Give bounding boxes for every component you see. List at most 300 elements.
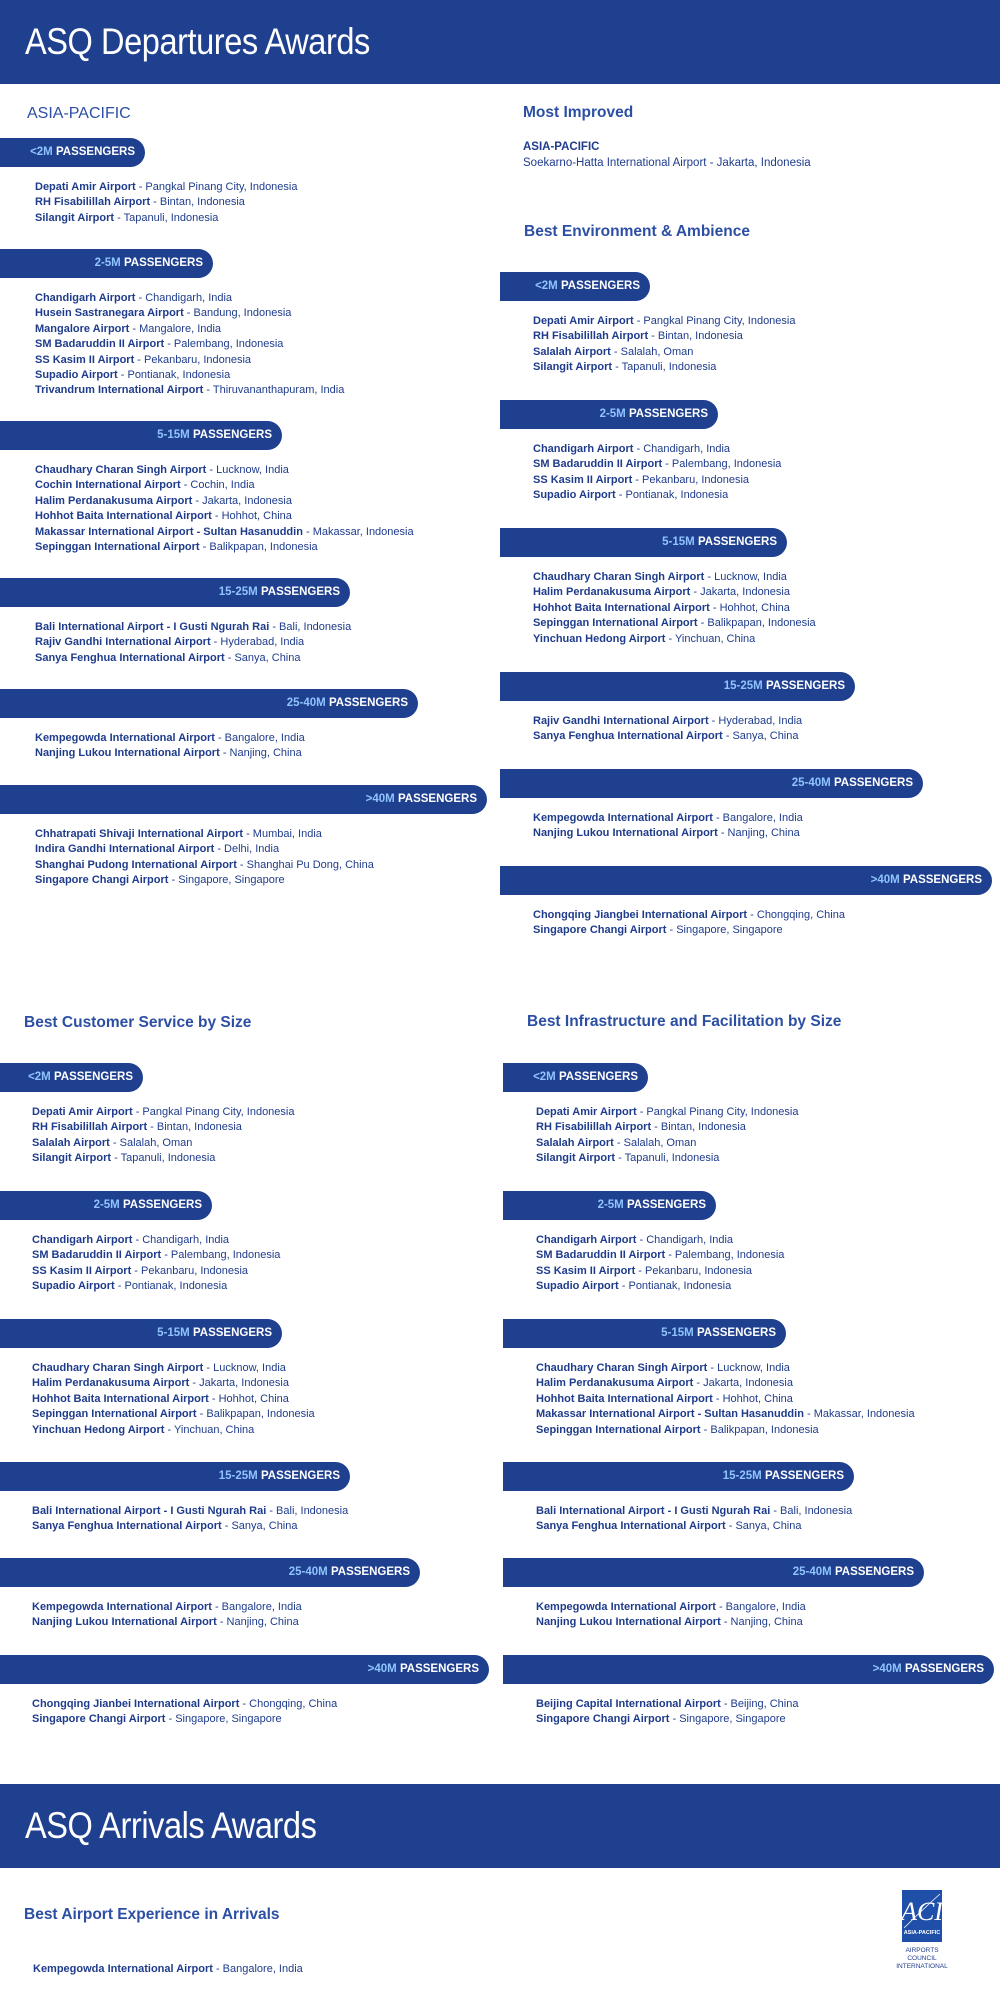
most-improved-airport: Soekarno-Hatta International Airport - Jakarta, Indonesia (523, 157, 811, 169)
departures-title: ASQ Departures Awards (25, 21, 370, 62)
airport-item (536, 1248, 784, 1263)
size-label: PASSENGERS (623, 1199, 706, 1211)
airport-location: - Singapore, Singapore (165, 1713, 282, 1726)
airport-location: - Thiruvananthapuram, India (203, 384, 345, 397)
size-label: PASSENGERS (830, 777, 913, 789)
airport-name: Chaudhary Charan Singh Airport (533, 571, 705, 583)
airport-item (536, 1519, 852, 1534)
airport-name: Kempegowda International Airport (533, 812, 713, 824)
airport-item (533, 729, 802, 744)
airport-location: - Salalah, Oman (610, 345, 694, 358)
airport-name: Silangit Airport (533, 361, 613, 374)
airport-name: Halim Perdanakusuma Airport (32, 1377, 190, 1390)
airport-name: Depati Amir Airport (35, 181, 136, 193)
airport-location: - Pekanbaru, Indonesia (632, 473, 750, 486)
airport-name: Depati Amir Airport (536, 1106, 637, 1118)
airport-item (536, 1233, 784, 1248)
airport-location: - Sanya, China (224, 651, 301, 664)
size-label: PASSENGERS (901, 1663, 984, 1675)
airport-item (533, 473, 781, 488)
airport-item (32, 1504, 348, 1519)
airport-name: SM Badaruddin II Airport (533, 458, 663, 471)
airport-location: - Hohhot, China (712, 1392, 793, 1405)
passenger-size-pill (0, 578, 350, 607)
airport-location: - Bandung, Indonesia (183, 307, 292, 320)
airport-name: SS Kasim II Airport (536, 1264, 636, 1277)
airport-item (533, 923, 845, 938)
airport-item (35, 368, 344, 383)
most-improved-region: ASIA-PACIFIC (523, 141, 600, 153)
airport-item (533, 714, 802, 729)
airport-name: RH Fisabilillah Airport (32, 1121, 148, 1134)
infrastructure-heading: Best Infrastructure and Facilitation by Size (527, 1013, 842, 1030)
airport-name: Supadio Airport (35, 369, 118, 382)
most-improved-heading: Most Improved (523, 104, 634, 121)
airport-item (536, 1392, 915, 1407)
airport-name: Nanjing Lukou International Airport (35, 747, 220, 760)
airport-item (533, 457, 781, 472)
airport-location: - Pontianak, Indonesia (618, 1280, 732, 1293)
airport-item (35, 211, 297, 226)
airport-list (35, 620, 351, 666)
size-label: PASSENGERS (761, 1470, 844, 1482)
airport-name: SM Badaruddin II Airport (32, 1249, 162, 1262)
airport-list (32, 1105, 294, 1167)
size-range: 2-5M (597, 1199, 624, 1211)
airport-name: Supadio Airport (533, 489, 616, 502)
size-label: PASSENGERS (831, 1566, 914, 1578)
airport-list (533, 442, 781, 504)
airport-location: - Hyderabad, India (708, 715, 803, 727)
airport-location: - Jakarta, Indonesia (192, 494, 292, 507)
airport-name: Chandigarh Airport (32, 1234, 133, 1246)
size-range: >40M (365, 793, 395, 805)
airport-name: Beijing Capital International Airport (536, 1698, 721, 1710)
size-label: PASSENGERS (257, 586, 340, 598)
size-label: PASSENGERS (257, 1470, 340, 1482)
passenger-size-pill (500, 672, 855, 701)
airport-location: - Balikpapan, Indonesia (700, 1423, 819, 1436)
airport-name: RH Fisabilillah Airport (35, 196, 151, 209)
airport-location: - Chandigarh, India (132, 1234, 230, 1246)
airport-name: Kempegowda International Airport (33, 1963, 213, 1975)
size-label: PASSENGERS (189, 429, 272, 441)
size-range: >40M (872, 1663, 902, 1675)
airport-item (35, 337, 344, 352)
airport-name: Kempegowda International Airport (32, 1601, 212, 1613)
airport-location: - Tapanuli, Indonesia (114, 211, 219, 224)
size-label: PASSENGERS (557, 280, 640, 292)
airport-item (533, 826, 803, 841)
passenger-size-pill (503, 1319, 786, 1348)
airport-location: - Lucknow, India (707, 1362, 790, 1374)
airport-location: - Bali, Indonesia (770, 1505, 853, 1517)
size-label: PASSENGERS (119, 1199, 202, 1211)
airport-item (35, 731, 305, 746)
airport-location: - Bintan, Indonesia (651, 1121, 746, 1134)
airport-name: Salalah Airport (32, 1136, 110, 1149)
aci-logo-badge: ASIA-PACIFIC (903, 1930, 941, 1936)
airport-name: Makassar International Airport - Sultan Hasanuddin (536, 1408, 804, 1421)
passenger-size-pill (500, 769, 923, 798)
airport-name: Bali International Airport - I Gusti Ngurah Rai (32, 1505, 267, 1517)
size-range: 5-15M (662, 536, 695, 548)
airport-location: - Shanghai Pu Dong, China (236, 858, 374, 871)
airport-location: - Salalah, Oman (613, 1136, 697, 1149)
airport-name: Bali International Airport - I Gusti Ngurah Rai (536, 1505, 771, 1517)
passenger-size-pill (0, 1319, 282, 1348)
airport-name: SM Badaruddin II Airport (536, 1249, 666, 1262)
airport-location: - Palembang, Indonesia (164, 338, 284, 351)
airport-location: - Pekanbaru, Indonesia (131, 1264, 249, 1277)
passenger-size-pill (0, 1558, 420, 1587)
passenger-size-pill (0, 421, 282, 450)
airport-location: - Hyderabad, India (210, 636, 305, 649)
airport-location: - Pangkal Pinang City, Indonesia (132, 1106, 295, 1118)
airport-name: Singapore Changi Airport (536, 1713, 670, 1726)
airport-item (32, 1600, 302, 1615)
airport-item (536, 1279, 784, 1294)
size-label: PASSENGERS (694, 536, 777, 548)
airport-item (536, 1504, 852, 1519)
airport-location: - Bali, Indonesia (266, 1505, 349, 1517)
airport-location: - Jakarta, Indonesia (189, 1377, 289, 1390)
airport-location: - Singapore, Singapore (168, 874, 285, 887)
airport-item (32, 1376, 315, 1391)
passenger-size-pill (0, 1655, 489, 1684)
airport-name: Shanghai Pudong International Airport (35, 858, 237, 871)
airport-list (536, 1697, 798, 1728)
airport-name: SS Kasim II Airport (35, 353, 135, 366)
airport-item (533, 360, 795, 375)
airport-list (32, 1233, 280, 1295)
size-label: PASSENGERS (762, 680, 845, 692)
airport-location: - Bintan, Indonesia (147, 1121, 242, 1134)
airport-location: - Balikpapan, Indonesia (196, 1408, 315, 1421)
airport-location: - Tapanuli, Indonesia (111, 1152, 216, 1165)
airport-name: Halim Perdanakusuma Airport (35, 494, 193, 507)
airport-list (32, 1600, 302, 1631)
airport-name: Depati Amir Airport (533, 315, 634, 327)
airport-item (32, 1264, 280, 1279)
size-label: PASSENGERS (325, 697, 408, 709)
airport-item (35, 494, 414, 509)
airport-item (533, 632, 816, 647)
arrivals-heading: Best Airport Experience in Arrivals (24, 1906, 280, 1923)
airport-name: Rajiv Gandhi International Airport (35, 636, 211, 649)
aci-logo (892, 1890, 952, 1980)
airport-location: - Pangkal Pinang City, Indonesia (135, 181, 298, 193)
passenger-size-pill (0, 785, 487, 814)
size-label: PASSENGERS (396, 1663, 479, 1675)
airport-item (32, 1712, 337, 1727)
airport-name: RH Fisabilillah Airport (533, 330, 649, 343)
airport-item (32, 1361, 315, 1376)
airport-item (536, 1712, 798, 1727)
airport-item (533, 488, 781, 503)
airport-name: Halim Perdanakusuma Airport (536, 1377, 694, 1390)
airport-name: Chaudhary Charan Singh Airport (32, 1362, 204, 1374)
airport-name: Mangalore Airport (35, 322, 130, 335)
airport-name: Singapore Changi Airport (35, 874, 169, 887)
airport-location: - Bangalore, India (712, 812, 803, 824)
airport-list (536, 1600, 806, 1631)
airport-item (35, 322, 344, 337)
aci-logo-mark (902, 1890, 942, 1942)
airport-item (35, 509, 414, 524)
airport-name: Chandigarh Airport (533, 443, 634, 455)
airport-item (533, 442, 781, 457)
airport-item (533, 616, 816, 631)
airport-item (536, 1120, 798, 1135)
airport-item (536, 1697, 798, 1712)
airport-name: Supadio Airport (32, 1280, 115, 1293)
airport-name: Silangit Airport (536, 1152, 616, 1165)
size-range: 2-5M (93, 1199, 120, 1211)
airport-item (35, 635, 351, 650)
airport-name: Chandigarh Airport (35, 292, 136, 304)
airport-item (32, 1392, 315, 1407)
svg-text:ACI: ACI (902, 1897, 942, 1926)
airport-item (536, 1151, 798, 1166)
airport-name: Nanjing Lukou International Airport (32, 1616, 217, 1629)
airport-name: Yinchuan Hedong Airport (32, 1423, 165, 1436)
airport-item (533, 908, 845, 923)
airport-name: SS Kasim II Airport (32, 1264, 132, 1277)
size-range: 5-15M (661, 1327, 694, 1339)
airport-list (533, 570, 816, 647)
airport-item (536, 1407, 915, 1422)
airport-name: Singapore Changi Airport (533, 924, 667, 937)
airport-location: - Beijing, China (720, 1698, 799, 1710)
size-label: PASSENGERS (50, 1071, 133, 1083)
airport-location: - Bangalore, India (715, 1601, 806, 1613)
airport-location: - Jakarta, Indonesia (693, 1377, 793, 1390)
airport-location: - Jakarta, Indonesia (690, 586, 790, 599)
airport-location: - Pangkal Pinang City, Indonesia (636, 1106, 799, 1118)
size-range: 15-25M (218, 1470, 258, 1482)
airport-item (35, 478, 414, 493)
airport-name: Sepinggan International Airport (35, 541, 200, 554)
airport-location: - Bintan, Indonesia (648, 330, 743, 343)
airport-location: - Nanjing, China (717, 827, 800, 840)
airport-item (35, 540, 414, 555)
airport-item (536, 1361, 915, 1376)
airport-list (32, 1697, 337, 1728)
airport-location: - Singapore, Singapore (666, 924, 783, 937)
airport-location: - Hohhot, China (211, 510, 292, 523)
size-range: 2-5M (599, 408, 626, 420)
airport-location: - Hohhot, China (208, 1392, 289, 1405)
airport-location: - Pontianak, Indonesia (117, 369, 231, 382)
airport-location: - Chandigarh, India (135, 292, 233, 304)
size-range: <2M (535, 280, 558, 292)
airport-item (35, 463, 414, 478)
region-label: ASIA-PACIFIC (27, 105, 131, 122)
airport-location: - Sanya, China (722, 730, 799, 743)
airport-location: - Makassar, Indonesia (803, 1408, 915, 1421)
airport-item (35, 620, 351, 635)
airport-location: - Palembang, Indonesia (665, 1249, 785, 1262)
airport-location: - Balikpapan, Indonesia (199, 541, 318, 554)
size-range: <2M (28, 1071, 51, 1083)
size-range: 25-40M (791, 777, 831, 789)
airport-item (533, 585, 816, 600)
airport-item (533, 329, 795, 344)
airport-location: - Hohhot, China (709, 601, 790, 614)
airport-name: SM Badaruddin II Airport (35, 338, 165, 351)
passenger-size-pill (500, 400, 718, 429)
airport-item (533, 314, 795, 329)
airport-name: Hohhot Baita International Airport (536, 1392, 713, 1405)
airport-location: - Bali, Indonesia (269, 621, 352, 633)
airport-list (35, 731, 305, 762)
airport-item (32, 1105, 294, 1120)
size-range: 5-15M (157, 429, 190, 441)
airport-name: Salalah Airport (536, 1136, 614, 1149)
airport-item (536, 1376, 915, 1391)
airport-name: Cochin International Airport (35, 479, 181, 492)
airport-name: Trivandrum International Airport (35, 384, 204, 397)
airport-name: Sanya Fenghua International Airport (35, 651, 225, 664)
airport-location: - Lucknow, India (203, 1362, 286, 1374)
size-range: >40M (870, 874, 900, 886)
airport-location: - Nanjing, China (219, 747, 302, 760)
airport-name: Silangit Airport (35, 211, 115, 224)
airport-item (35, 873, 374, 888)
airport-item (32, 1697, 337, 1712)
airport-item (533, 601, 816, 616)
airport-name: Yinchuan Hedong Airport (533, 632, 666, 645)
airport-item (536, 1136, 798, 1151)
airport-name: RH Fisabilillah Airport (536, 1121, 652, 1134)
size-range: 15-25M (723, 680, 763, 692)
size-label: PASSENGERS (555, 1071, 638, 1083)
airport-name: Nanjing Lukou International Airport (533, 827, 718, 840)
airport-location: - Makassar, Indonesia (302, 525, 414, 538)
airport-name: Chongqing Jianbei International Airport (32, 1698, 240, 1710)
size-label: PASSENGERS (625, 408, 708, 420)
airport-name: Chhatrapati Shivaji International Airport (35, 828, 244, 840)
airport-list (536, 1105, 798, 1167)
airport-location: - Mumbai, India (243, 828, 322, 840)
airport-location: - Yinchuan, China (665, 632, 756, 645)
airport-item (32, 1136, 294, 1151)
size-label: PASSENGERS (394, 793, 477, 805)
airport-item (33, 1962, 303, 1977)
airport-item (35, 306, 344, 321)
airport-location: - Pangkal Pinang City, Indonesia (633, 315, 796, 327)
airport-location: - Chongqing, China (747, 909, 845, 921)
size-range: <2M (533, 1071, 556, 1083)
size-label: PASSENGERS (120, 257, 203, 269)
airport-item (32, 1407, 315, 1422)
airport-location: - Chandigarh, India (633, 443, 731, 455)
airport-location: - Yinchuan, China (164, 1423, 255, 1436)
airport-name: Bali International Airport - I Gusti Ngurah Rai (35, 621, 270, 633)
airport-name: Halim Perdanakusuma Airport (533, 586, 691, 599)
size-label: PASSENGERS (899, 874, 982, 886)
airport-item (35, 746, 305, 761)
size-label: PASSENGERS (327, 1566, 410, 1578)
airport-item (35, 842, 374, 857)
airport-location: - Singapore, Singapore (669, 1713, 786, 1726)
airport-location: - Cochin, India (180, 479, 255, 492)
size-range: >40M (367, 1663, 397, 1675)
airport-location: - Pontianak, Indonesia (114, 1280, 228, 1293)
airport-location: - Lucknow, India (206, 464, 289, 476)
airport-item (536, 1615, 806, 1630)
airport-list (536, 1361, 915, 1438)
airport-location: - Pekanbaru, Indonesia (134, 353, 252, 366)
airport-name: Hohhot Baita International Airport (533, 601, 710, 614)
airport-list (35, 180, 297, 226)
airport-item (533, 345, 795, 360)
size-range: 15-25M (218, 586, 258, 598)
airport-item (35, 353, 344, 368)
airport-item (32, 1233, 280, 1248)
airport-item (35, 827, 374, 842)
airport-name: Hohhot Baita International Airport (32, 1392, 209, 1405)
airport-location: - Delhi, India (214, 843, 280, 856)
airport-name: Sanya Fenghua International Airport (32, 1520, 222, 1533)
airport-item (536, 1423, 915, 1438)
airport-list (35, 827, 374, 889)
airport-item (32, 1279, 280, 1294)
airport-location: - Pekanbaru, Indonesia (635, 1264, 753, 1277)
airport-list (32, 1361, 315, 1438)
airport-name: Singapore Changi Airport (32, 1713, 166, 1726)
airport-location: - Bangalore, India (214, 732, 305, 744)
airport-name: Salalah Airport (533, 345, 611, 358)
airport-list (35, 291, 344, 399)
environment-heading: Best Environment & Ambience (524, 223, 750, 240)
airport-name: Sepinggan International Airport (32, 1408, 197, 1421)
airport-name: SS Kasim II Airport (533, 473, 633, 486)
aci-emblem-icon (902, 1890, 942, 1930)
passenger-size-pill (503, 1462, 854, 1491)
size-range: <2M (30, 146, 53, 158)
passenger-size-pill (0, 689, 418, 718)
airport-item (536, 1105, 798, 1120)
airport-item (536, 1264, 784, 1279)
airport-location: - Pontianak, Indonesia (615, 489, 729, 502)
passenger-size-pill (503, 1063, 648, 1092)
airport-name: Husein Sastranegara Airport (35, 307, 184, 320)
airport-name: Chongqing Jiangbei International Airport (533, 909, 748, 921)
size-label: PASSENGERS (189, 1327, 272, 1339)
airport-location: - Nanjing, China (216, 1616, 299, 1629)
airport-location: - Sanya, China (725, 1520, 802, 1533)
airport-location: - Lucknow, India (704, 571, 787, 583)
airport-name: Chaudhary Charan Singh Airport (35, 464, 207, 476)
airport-location: - Tapanuli, Indonesia (615, 1152, 720, 1165)
airport-location: - Bangalore, India (211, 1601, 302, 1613)
airport-location: - Tapanuli, Indonesia (612, 361, 717, 374)
airport-name: Sanya Fenghua International Airport (533, 730, 723, 743)
airport-name: Depati Amir Airport (32, 1106, 133, 1118)
airport-item (35, 195, 297, 210)
airport-list (536, 1504, 852, 1535)
airport-item (32, 1151, 294, 1166)
airport-item (32, 1519, 348, 1534)
airport-item (35, 291, 344, 306)
airport-list (533, 714, 802, 745)
airport-name: Chandigarh Airport (536, 1234, 637, 1246)
passenger-size-pill (0, 1191, 212, 1220)
size-range: 25-40M (288, 1566, 328, 1578)
customer-service-heading: Best Customer Service by Size (24, 1014, 252, 1031)
